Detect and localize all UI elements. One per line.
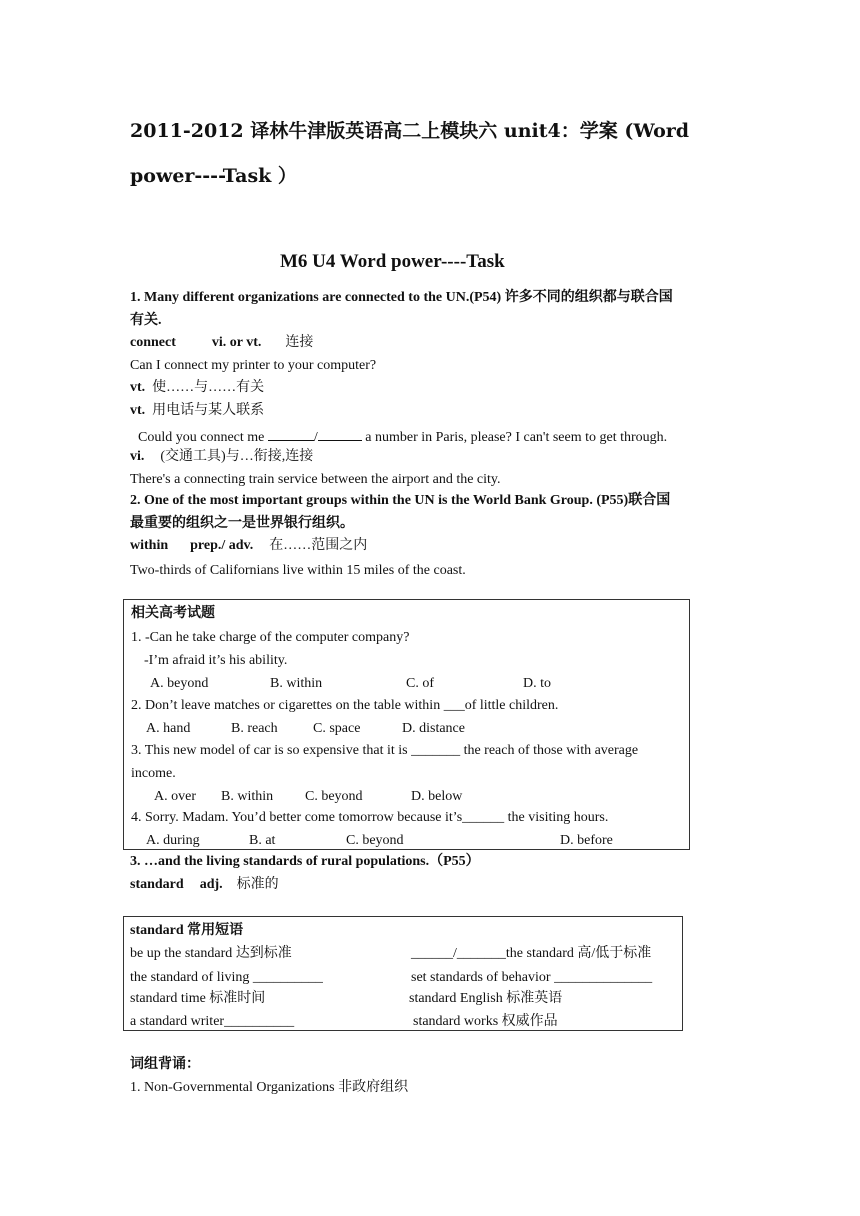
q2-option-b[interactable]: B. reach bbox=[231, 721, 278, 736]
item1-word: connect bbox=[130, 335, 176, 350]
item1-meaning: 连接 bbox=[285, 335, 314, 350]
item2-word-line bbox=[130, 537, 367, 555]
phrase-row-3-left: standard time 标准时间 bbox=[130, 991, 266, 1006]
exam-questions-box bbox=[123, 599, 690, 850]
phrase-box-title: standard 常用短语 bbox=[130, 923, 244, 938]
item1-vi-line bbox=[130, 448, 313, 466]
item1-vt2-meaning: 用电话与某人联系 bbox=[152, 403, 265, 418]
item2-word: within bbox=[130, 538, 169, 553]
phrase-row-2-left: the standard of living __________ bbox=[130, 970, 323, 985]
item1-vt2-label: vt. bbox=[130, 403, 146, 418]
phrase-row-1-left: be up the standard 达到标准 bbox=[130, 946, 292, 961]
exam-box-title: 相关高考试题 bbox=[131, 606, 215, 621]
question-4: 4. Sorry. Madam. You’d better come tomorrow because it’s______ the visiting hours. bbox=[131, 810, 609, 825]
phrase-box bbox=[123, 916, 683, 1031]
item3-word: standard bbox=[130, 877, 184, 892]
item1-example1: Can I connect my printer to your computer? bbox=[130, 358, 377, 373]
document-title-line-2: power----Task ） bbox=[130, 165, 297, 187]
item1-vt1-line bbox=[130, 379, 264, 397]
q2-option-c[interactable]: C. space bbox=[313, 721, 361, 736]
item2-pos: prep./ adv. bbox=[190, 538, 254, 553]
item3-pos: adj. bbox=[199, 877, 223, 892]
phrase-row-4-left: a standard writer__________ bbox=[130, 1014, 295, 1029]
item3-meaning: 标准的 bbox=[236, 877, 279, 892]
item2-example: Two-thirds of Californians live within 15 miles of the coast. bbox=[130, 563, 466, 578]
question-2: 2. Don’t leave matches or cigarettes on the table within ___of little children. bbox=[131, 698, 559, 713]
q2-option-a[interactable]: A. hand bbox=[146, 721, 191, 736]
q4-option-c[interactable]: C. beyond bbox=[346, 833, 404, 848]
question-3-cont: income. bbox=[131, 766, 176, 781]
q1-option-b[interactable]: B. within bbox=[270, 676, 323, 691]
phrase-row-4-right: standard works 权威作品 bbox=[413, 1014, 558, 1029]
document-title-line-1: 2011-2012 译林牛津版英语高二上模块六 unit4：学案 (Word bbox=[130, 120, 690, 142]
item2-meaning: 在……范围之内 bbox=[269, 538, 368, 553]
fill-blank[interactable] bbox=[268, 426, 314, 441]
item1-example2-sep: / bbox=[313, 430, 318, 445]
q3-option-a[interactable]: A. over bbox=[154, 789, 196, 804]
item3-word-line bbox=[130, 876, 279, 894]
item1-vt1-meaning: 使……与……有关 bbox=[152, 380, 265, 395]
section-heading: M6 U4 Word power----Task bbox=[280, 251, 505, 272]
item3-sentence: 3. …and the living standards of rural populations.（P55） bbox=[130, 854, 480, 869]
q2-option-d[interactable]: D. distance bbox=[402, 721, 465, 736]
item1-vt1-label: vt. bbox=[130, 380, 146, 395]
recite-title: 词组背诵： bbox=[130, 1057, 200, 1072]
item1-example2-start: Could you connect me bbox=[138, 430, 268, 445]
phrase-row-2-right: set standards of behavior ______________ bbox=[411, 970, 653, 985]
phrase-row-3-right: standard English 标准英语 bbox=[409, 991, 563, 1006]
item1-vt2-line bbox=[130, 402, 264, 420]
item1-example2-end: a number in Paris, please? I can't seem to get through. bbox=[361, 430, 668, 445]
q3-option-c[interactable]: C. beyond bbox=[305, 789, 363, 804]
item1-sentence: 1. Many different organizations are connected to the UN.(P54) 许多不同的组织都与联合国 bbox=[130, 290, 673, 305]
q1-option-d[interactable]: D. to bbox=[523, 676, 551, 691]
item1-sentence-cont: 有关. bbox=[130, 313, 162, 328]
item2-sentence: 2. One of the most important groups within the UN is the World Bank Group. (P55)联合国 bbox=[130, 493, 671, 508]
q4-option-b[interactable]: B. at bbox=[249, 833, 276, 848]
item1-example2 bbox=[138, 426, 667, 447]
recite-item-1: 1. Non-Governmental Organizations 非政府组织 bbox=[130, 1080, 409, 1095]
q3-option-d[interactable]: D. below bbox=[411, 789, 463, 804]
q4-option-d[interactable]: D. before bbox=[560, 833, 613, 848]
question-1-reply: -I’m afraid it’s his ability. bbox=[144, 653, 288, 668]
item1-word-line bbox=[130, 334, 313, 352]
item1-example3: There's a connecting train service between the airport and the city. bbox=[130, 472, 501, 487]
q1-option-c[interactable]: C. of bbox=[406, 676, 434, 691]
q1-option-a[interactable]: A. beyond bbox=[150, 676, 209, 691]
phrase-row-1-right: ______/_______the standard 高/低于标准 bbox=[411, 946, 652, 961]
question-3: 3. This new model of car is so expensive that it is _______ the reach of those with average bbox=[131, 743, 639, 758]
item2-sentence-cont: 最重要的组织之一是世界银行组织。 bbox=[130, 516, 354, 531]
fill-blank[interactable] bbox=[318, 426, 362, 441]
item1-vi-meaning: (交通工具)与…衔接,连接 bbox=[160, 449, 314, 464]
q4-option-a[interactable]: A. during bbox=[146, 833, 200, 848]
question-1: 1. -Can he take charge of the computer company? bbox=[131, 630, 410, 645]
item1-pos: vi. or vt. bbox=[211, 335, 262, 350]
item1-vi-label: vi. bbox=[130, 449, 145, 464]
q3-option-b[interactable]: B. within bbox=[221, 789, 274, 804]
